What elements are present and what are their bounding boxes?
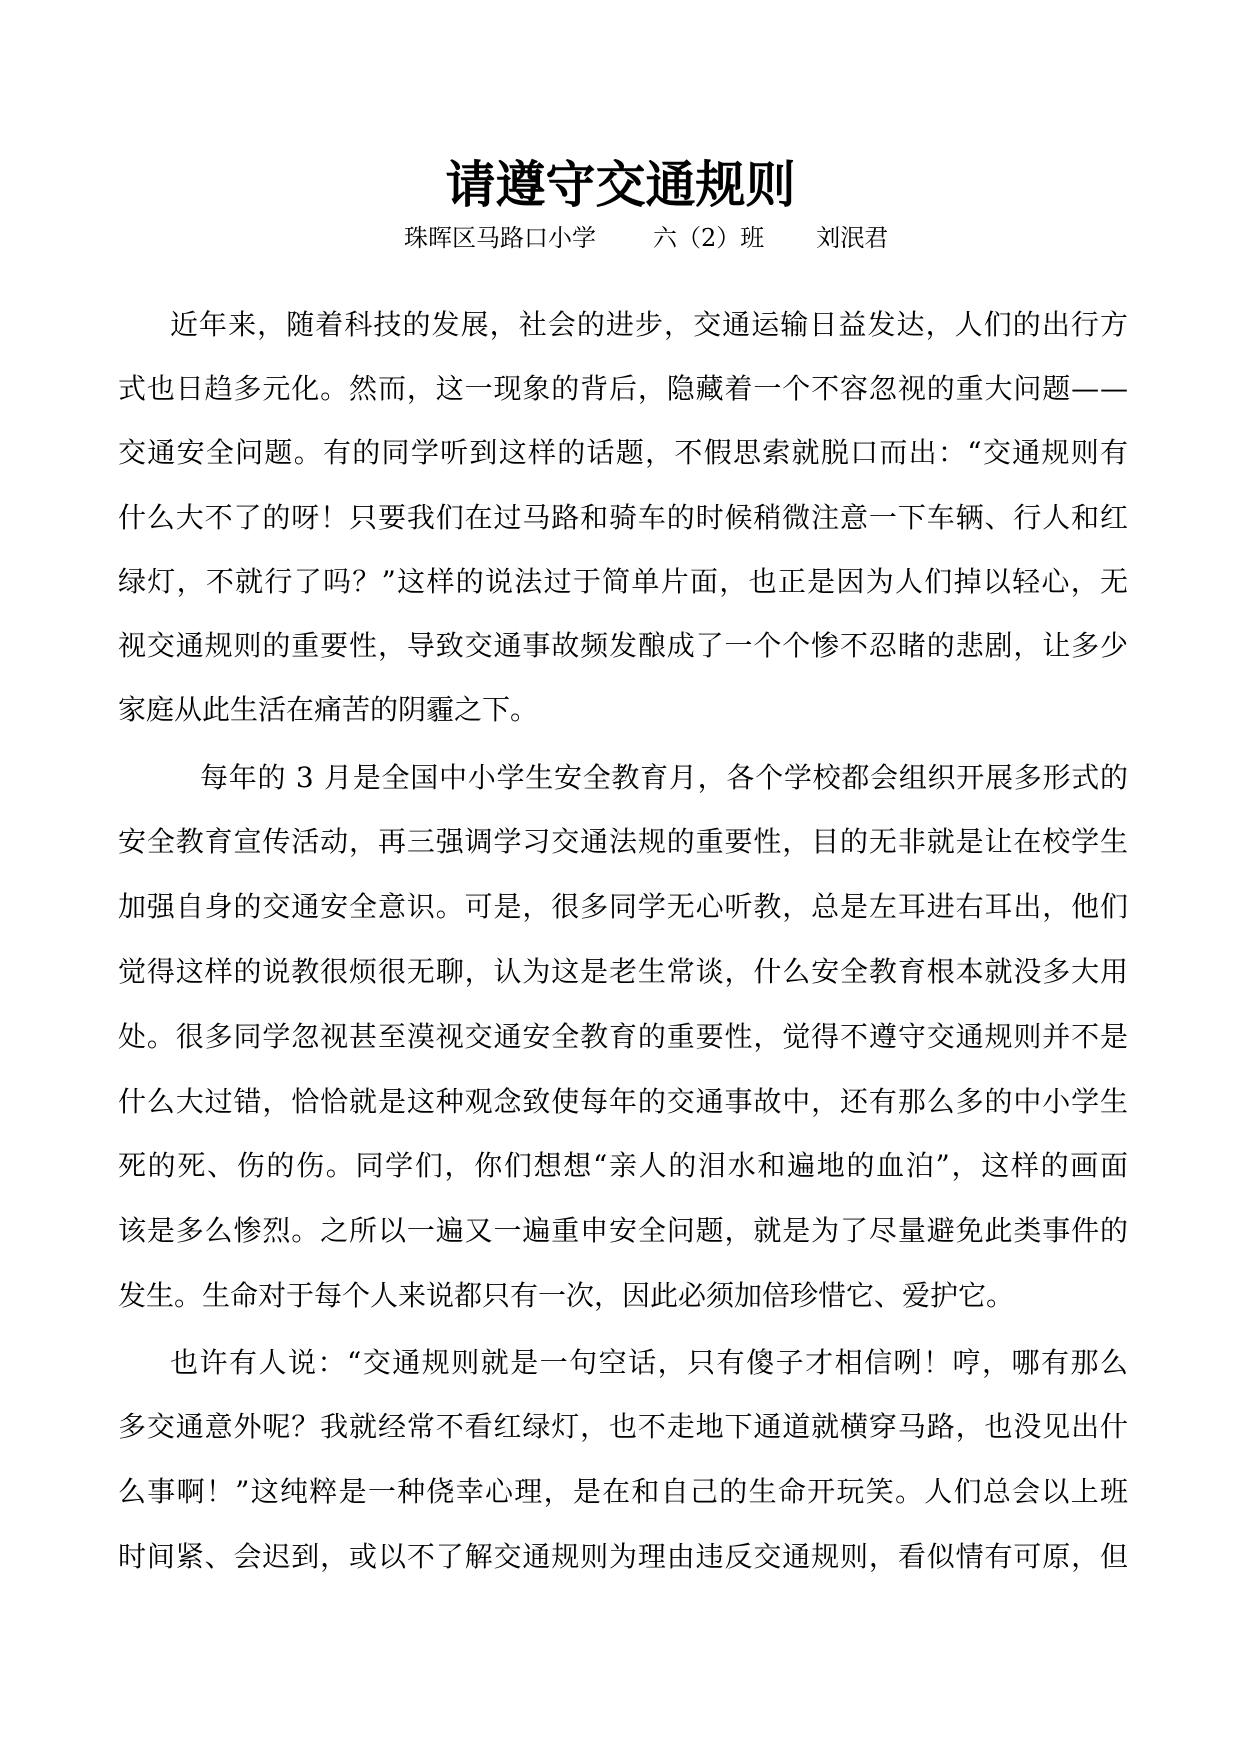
text-line: 加强自身的交通安全意识。可是，很多同学无心听教，总是左耳进右耳出，他们 xyxy=(118,890,1129,924)
text-line: 什么大不了的呀！只要我们在过马路和骑车的时候稍微注意一下车辆、行人和红 xyxy=(118,500,1129,534)
text-line: 绿灯，不就行了吗？”这样的说法过于简单片面，也正是因为人们掉以轻心，无 xyxy=(118,564,1130,598)
text-line: 视交通规则的重要性，导致交通事故频发酿成了一个个惨不忍睹的悲剧，让多少 xyxy=(118,628,1129,662)
text-line: 安全教育宣传活动，再三强调学习交通法规的重要性，目的无非就是让在校学生 xyxy=(118,825,1129,859)
byline xyxy=(404,222,888,254)
byline-class: 六（2）班 xyxy=(653,224,765,252)
text-line: 每年的 3 月是全国中小学生安全教育月，各个学校都会组织开展多形式的 xyxy=(200,760,1129,794)
text-line: 处。很多同学忽视甚至漠视交通安全教育的重要性，觉得不遵守交通规则并不是 xyxy=(118,1019,1129,1053)
text-line: 家庭从此生活在痛苦的阴霾之下。 xyxy=(118,693,539,727)
text-line: 觉得这样的说教很烦很无聊，认为这是老生常谈，什么安全教育根本就没多大用 xyxy=(118,954,1129,988)
text-line: 时间紧、会迟到，或以不了解交通规则为理由违反交通规则，看似情有可原，但 xyxy=(118,1539,1129,1573)
text-line: 死的死、伤的伤。同学们，你们想想“亲人的泪水和遍地的血泊”，这样的画面 xyxy=(118,1149,1130,1183)
byline-school: 珠晖区马路口小学 xyxy=(404,224,596,252)
text-line: 么事啊！”这纯粹是一种侥幸心理，是在和自己的生命开玩笑。人们总会以上班 xyxy=(118,1475,1130,1509)
paragraph-1 xyxy=(118,293,1128,742)
text-line: 式也日趋多元化。然而，这一现象的背后，隐藏着一个不容忽视的重大问题—— xyxy=(118,372,1129,406)
text-line: 该是多么惨烈。之所以一遍又一遍重申安全问题，就是为了尽量避免此类事件的 xyxy=(118,1214,1129,1248)
text-line: 近年来，随着科技的发展，社会的进步，交通运输日益发达，人们的出行方 xyxy=(170,308,1130,341)
text-line: 发生。生命对于每个人来说都只有一次，因此必须加倍珍惜它、爱护它。 xyxy=(118,1278,1015,1312)
paragraph-3 xyxy=(118,1331,1128,1590)
paragraph-2 xyxy=(118,746,1128,1329)
text-line: 也许有人说：“交通规则就是一句空话，只有傻子才相信咧！哼，哪有那么 xyxy=(170,1345,1130,1379)
text-line: 交通安全问题。有的同学听到这样的话题，不假思索就脱口而出：“交通规则有 xyxy=(118,436,1130,470)
text-line: 什么大过错，恰恰就是这种观念致使每年的交通事故中，还有那么多的中小学生 xyxy=(118,1084,1129,1118)
byline-author: 刘泯君 xyxy=(816,224,889,252)
essay-title: 请遵守交通规则 xyxy=(445,155,796,214)
text-line: 多交通意外呢？我就经常不看红绿灯，也不走地下通道就横穿马路，也没见出什 xyxy=(118,1410,1129,1444)
